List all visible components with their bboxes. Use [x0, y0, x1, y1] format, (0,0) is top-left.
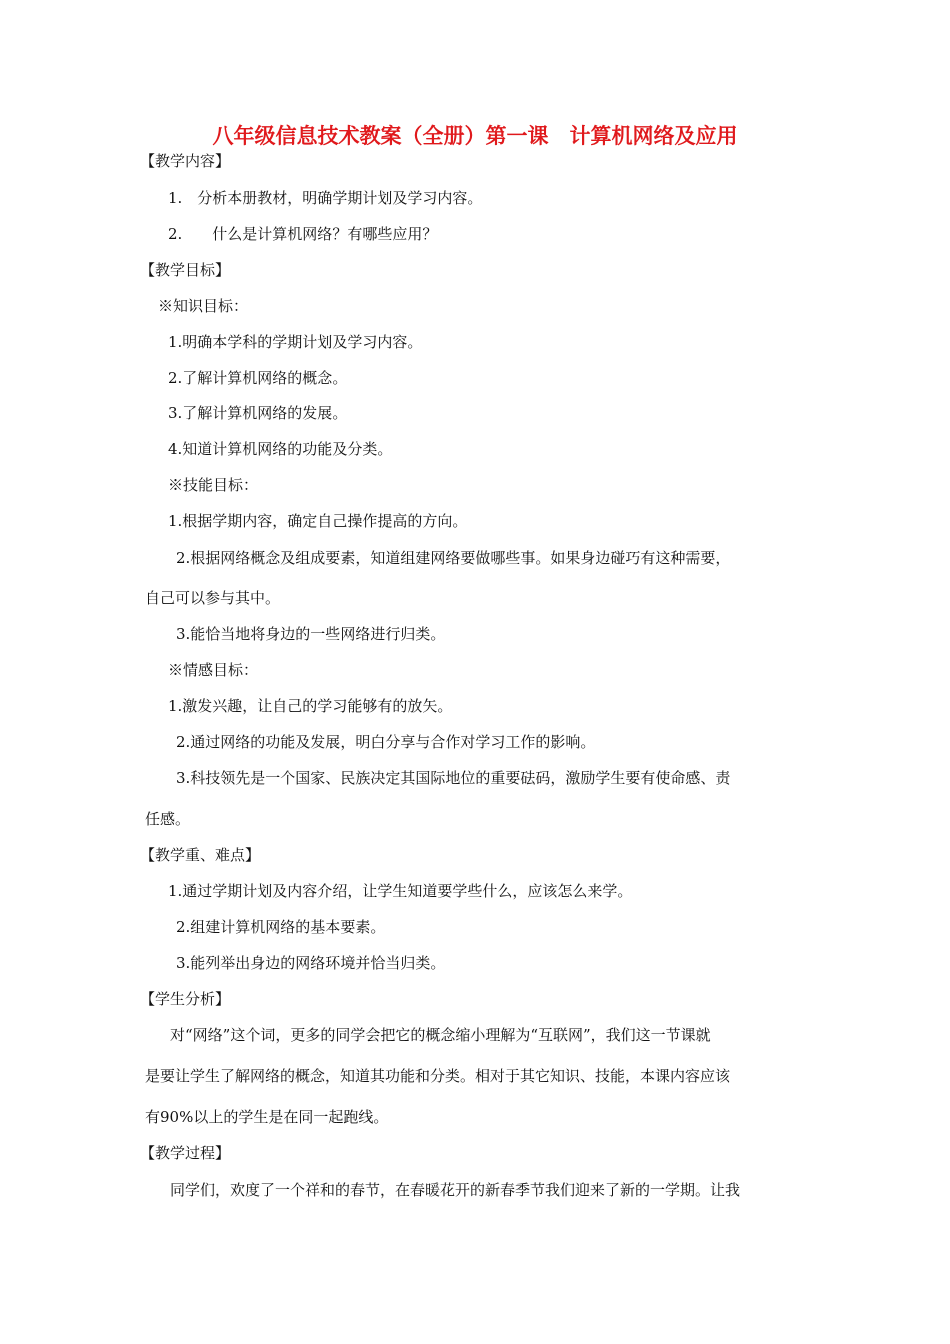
skill-goal-item-continuation: 自己可以参与其中。: [145, 589, 281, 607]
knowledge-goal-item: 3.了解计算机网络的发展。: [168, 404, 348, 422]
keypoint-item: 2.组建计算机网络的基本要素。: [176, 918, 386, 936]
emotion-goal-label: ※情感目标：: [168, 661, 259, 679]
section-heading-content: 【教学内容】: [140, 152, 231, 170]
keypoint-item: 1.通过学期计划及内容介绍，让学生知道要学些什么，应该怎么来学。: [168, 882, 633, 900]
section-heading-process: 【教学过程】: [140, 1144, 231, 1162]
process-line: 同学们，欢度了一个祥和的春节，在春暖花开的新春季节我们迎来了新的一学期。让我: [170, 1181, 741, 1199]
content-item: 2. 什么是计算机网络？有哪些应用？: [168, 225, 438, 243]
knowledge-goal-label: ※知识目标：: [158, 297, 249, 315]
student-analysis-line: 是要让学生了解网络的概念，知道其功能和分类。相对于其它知识、技能，本课内容应该: [145, 1067, 731, 1085]
skill-goal-item: 3.能恰当地将身边的一些网络进行归类。: [176, 625, 446, 643]
section-heading-students: 【学生分析】: [140, 990, 231, 1008]
emotion-goal-item: 2.通过网络的功能及发展，明白分享与合作对学习工作的影响。: [176, 733, 596, 751]
knowledge-goal-item: 1.明确本学科的学期计划及学习内容。: [168, 333, 423, 351]
section-heading-keypoints: 【教学重、难点】: [140, 846, 261, 864]
knowledge-goal-item: 2.了解计算机网络的概念。: [168, 369, 348, 387]
student-analysis-line: 对“网络”这个词，更多的同学会把它的概念缩小理解为“互联网”，我们这一节课就: [170, 1026, 711, 1044]
keypoint-item: 3.能列举出身边的网络环境并恰当归类。: [176, 954, 446, 972]
document-title: 八年级信息技术教案（全册）第一课 计算机网络及应用: [212, 124, 738, 148]
skill-goal-label: ※技能目标：: [168, 476, 259, 494]
emotion-goal-item: 3.科技领先是一个国家、民族决定其国际地位的重要砝码，激励学生要有使命感、责: [176, 769, 731, 787]
skill-goal-item: 2.根据网络概念及组成要素，知道组建网络要做哪些事。如果身边碰巧有这种需要，: [176, 549, 731, 567]
student-analysis-line: 有90%以上的学生是在同一起跑线。: [145, 1108, 389, 1126]
emotion-goal-item-continuation: 任感。: [145, 810, 191, 828]
emotion-goal-item: 1.激发兴趣，让自己的学习能够有的放矢。: [168, 697, 453, 715]
skill-goal-item: 1.根据学期内容，确定自己操作提高的方向。: [168, 512, 468, 530]
knowledge-goal-item: 4.知道计算机网络的功能及分类。: [168, 440, 393, 458]
content-item: 1. 分析本册教材，明确学期计划及学习内容。: [168, 189, 483, 207]
section-heading-goals: 【教学目标】: [140, 261, 231, 279]
